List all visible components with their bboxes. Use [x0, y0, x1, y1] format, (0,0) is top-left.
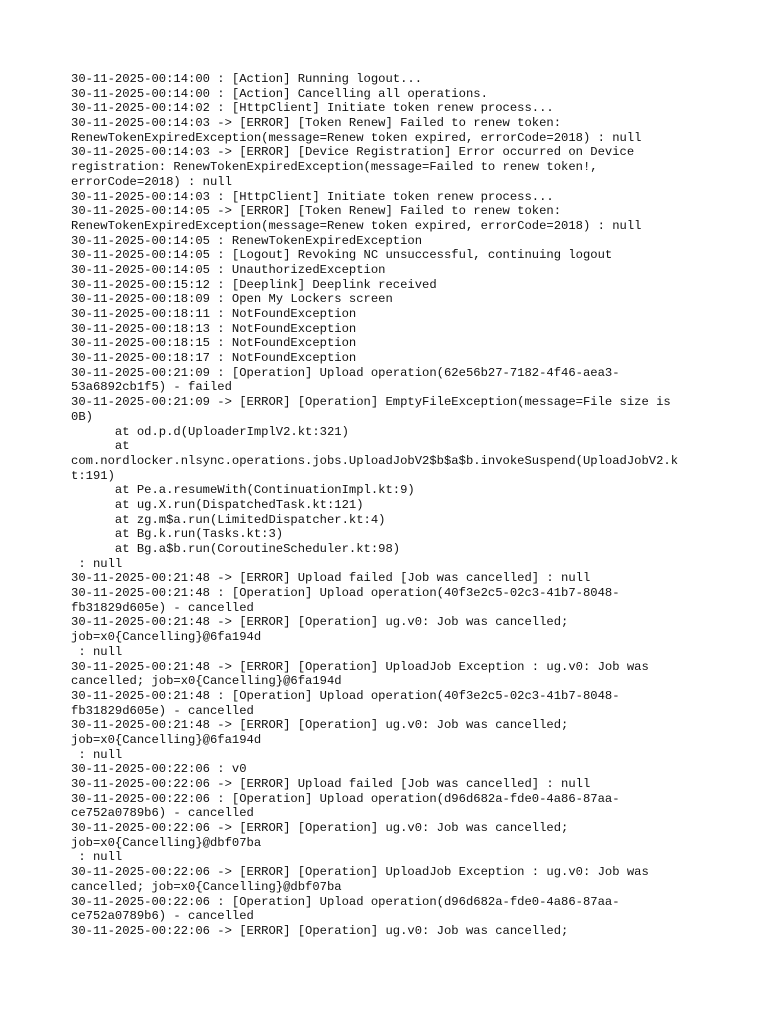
- log-line: 30-11-2025-00:14:00 : [Action] Cancelling all operations.: [71, 86, 488, 101]
- log-line: 30-11-2025-00:21:48 : [Operation] Upload operation(40f3e2c5-02c3-41b7-8048-: [71, 586, 620, 601]
- log-line: 30-11-2025-00:14:05 -> [ERROR] [Token Renew] Failed to renew token:: [71, 204, 562, 219]
- log-line: : null: [71, 747, 123, 762]
- log-line: at ug.X.run(DispatchedTask.kt:121): [71, 497, 364, 512]
- log-line: 0B): [71, 409, 93, 424]
- log-line: registration: RenewTokenExpiredException(message=Failed to renew token!,: [71, 160, 598, 175]
- log-line: 30-11-2025-00:14:05 : [Logout] Revoking NC unsuccessful, continuing logout: [71, 248, 613, 263]
- log-line: : null: [71, 850, 123, 865]
- log-line: 30-11-2025-00:22:06 : [Operation] Upload operation(d96d682a-fde0-4a86-87aa-: [71, 894, 620, 909]
- log-line: at zg.m$a.run(LimitedDispatcher.kt:4): [71, 512, 386, 527]
- log-line: 30-11-2025-00:22:06 : v0: [71, 762, 247, 777]
- log-line: : null: [71, 556, 123, 571]
- log-line: at: [71, 439, 130, 454]
- log-line: 30-11-2025-00:18:09 : Open My Lockers screen: [71, 292, 393, 307]
- log-line: 30-11-2025-00:22:06 -> [ERROR] [Operation] ug.v0: Job was cancelled;: [71, 923, 569, 938]
- log-line: 30-11-2025-00:14:05 : UnauthorizedException: [71, 262, 386, 277]
- log-line: 30-11-2025-00:18:11 : NotFoundException: [71, 307, 357, 321]
- log-line: at Bg.a$b.run(CoroutineScheduler.kt:98): [71, 542, 401, 556]
- log-line: 30-11-2025-00:14:05 : RenewTokenExpiredException: [71, 233, 423, 248]
- log-line: 30-11-2025-00:21:48 : [Operation] Upload operation(40f3e2c5-02c3-41b7-8048-: [71, 688, 620, 703]
- log-line: 53a6892cb1f5) - failed: [71, 380, 232, 395]
- log-line: 30-11-2025-00:22:06 : [Operation] Upload operation(d96d682a-fde0-4a86-87aa-: [71, 791, 620, 806]
- log-line: 30-11-2025-00:21:48 -> [ERROR] [Operation] UploadJob Exception : ug.v0: Job was: [71, 659, 649, 674]
- log-line: 30-11-2025-00:21:48 -> [ERROR] Upload failed [Job was cancelled] : null: [71, 571, 591, 586]
- log-line: t:191): [71, 468, 115, 483]
- log-line: job=x0{Cancelling}@dbf07ba: [71, 835, 262, 850]
- log-line: at od.p.d(UploaderImplV2.kt:321): [71, 424, 349, 439]
- log-line: ce752a0789b6) - cancelled: [71, 909, 254, 924]
- log-line: job=x0{Cancelling}@6fa194d: [71, 630, 262, 645]
- log-line: at Pe.a.resumeWith(ContinuationImpl.kt:9): [71, 483, 415, 498]
- log-line: 30-11-2025-00:14:03 -> [ERROR] [Token Renew] Failed to renew token:: [71, 116, 562, 131]
- log-line: 30-11-2025-00:15:12 : [Deeplink] Deeplink received: [71, 277, 437, 292]
- log-line: 30-11-2025-00:18:17 : NotFoundException: [71, 351, 357, 366]
- log-line: fb31829d605e) - cancelled: [71, 600, 254, 615]
- log-line: ce752a0789b6) - cancelled: [71, 806, 254, 821]
- log-line: : null: [71, 644, 123, 659]
- log-line: fb31829d605e) - cancelled: [71, 703, 254, 718]
- log-line: 30-11-2025-00:21:09 -> [ERROR] [Operation] EmptyFileException(message=File size is: [71, 395, 671, 410]
- log-line: 30-11-2025-00:14:02 : [HttpClient] Initiate token renew process...: [71, 101, 554, 116]
- log-line: 30-11-2025-00:21:48 -> [ERROR] [Operation] ug.v0: Job was cancelled;: [71, 718, 569, 733]
- log-line: at Bg.k.run(Tasks.kt:3): [71, 527, 284, 542]
- log-line: 30-11-2025-00:14:03 -> [ERROR] [Device Registration] Error occurred on Device: [71, 145, 635, 160]
- log-line: cancelled; job=x0{Cancelling}@dbf07ba: [71, 879, 342, 894]
- log-line: RenewTokenExpiredException(message=Renew token expired, errorCode=2018) : null: [71, 130, 642, 145]
- log-line: 30-11-2025-00:18:15 : NotFoundException: [71, 336, 357, 351]
- log-line: 30-11-2025-00:18:13 : NotFoundException: [71, 321, 357, 336]
- log-line: 30-11-2025-00:21:48 -> [ERROR] [Operation] ug.v0: Job was cancelled;: [71, 615, 569, 630]
- log-line: 30-11-2025-00:22:06 -> [ERROR] [Operation] ug.v0: Job was cancelled;: [71, 821, 569, 836]
- log-line: 30-11-2025-00:22:06 -> [ERROR] [Operation] UploadJob Exception : ug.v0: Job was: [71, 865, 649, 880]
- log-line: errorCode=2018) : null: [71, 174, 232, 189]
- log-line: cancelled; job=x0{Cancelling}@6fa194d: [71, 674, 342, 689]
- log-text-block: [71, 72, 701, 939]
- log-line: RenewTokenExpiredException(message=Renew token expired, errorCode=2018) : null: [71, 218, 642, 233]
- log-line: 30-11-2025-00:14:03 : [HttpClient] Initiate token renew process...: [71, 189, 554, 204]
- log-line: 30-11-2025-00:14:00 : [Action] Running logout...: [71, 72, 423, 86]
- log-line: 30-11-2025-00:21:09 : [Operation] Upload operation(62e56b27-7182-4f46-aea3-: [71, 365, 620, 380]
- log-line: job=x0{Cancelling}@6fa194d: [71, 732, 262, 747]
- log-line: 30-11-2025-00:22:06 -> [ERROR] Upload failed [Job was cancelled] : null: [71, 777, 591, 791]
- log-line: com.nordlocker.nlsync.operations.jobs.UploadJobV2$b$a$b.invokeSuspend(UploadJobV2.k: [71, 453, 679, 468]
